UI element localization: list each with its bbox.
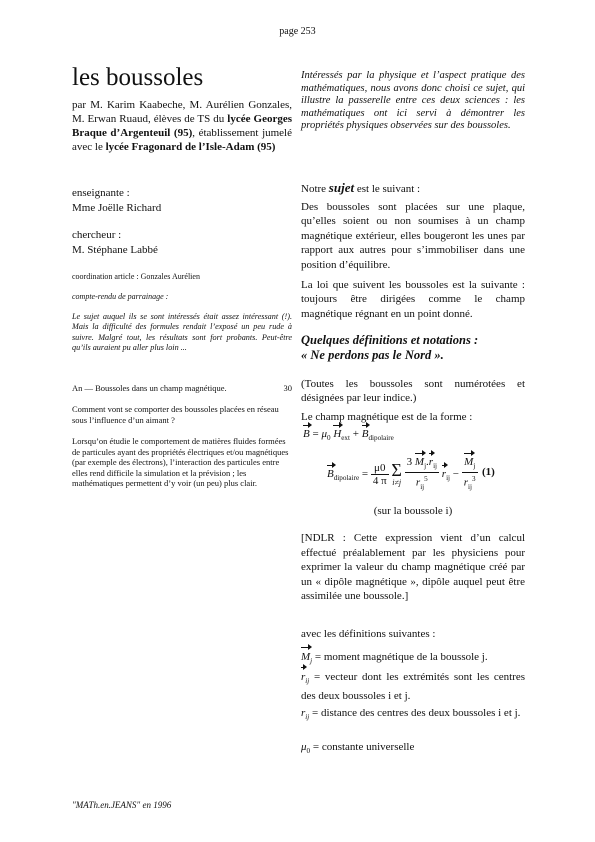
authors <box>72 98 292 154</box>
teacher-label: enseignante : <box>72 187 130 199</box>
intro-text: Intéressés par la physique et l’aspect pratique des mathématiques, nous avons donc choisi ce sujet, qui illustre la passerelle entre ces deux sciences : les mathématiques ont ici servi à démontrer les propriétés physiques observées sur des boussoles. <box>301 70 525 132</box>
study-text: Lorsqu’on étudie le comportement de matières fluides formées de particules ayant des propriétés électriques et/ou magnétiques (par exemple des électrons), l’interaction des particules entre elles rend difficile la simulation et la prévision ; les mathématiques permettent d’y voir (un peu) plus clair. <box>72 436 289 488</box>
definition-2-text: = vecteur dont les extrémités sont les centres des deux boussoles i et j. <box>301 671 525 702</box>
index-entry <box>72 383 292 393</box>
subject-post: est le suivant : <box>354 183 421 195</box>
page-number: page 253 <box>279 26 316 37</box>
coordination: coordination article : Gonzales Aurélien <box>72 272 200 281</box>
heading-line-1: Quelques définitions et notations : <box>301 333 479 347</box>
eq-frac-num: μ0 <box>371 462 389 475</box>
subject-word: sujet <box>328 180 355 195</box>
index-page: 30 <box>283 383 292 393</box>
paragraph-3: (Toutes les boussoles sont numérotées et désignées par leur indice.) <box>301 378 525 405</box>
eq-sub-dip: dipolaire <box>368 434 394 443</box>
report-label: compte-rendu de parrainage : <box>72 292 169 301</box>
defs-intro: avec les définitions suivantes : <box>301 628 436 640</box>
paragraph-1: Des boussoles sont placées sur une plaque, qu’elles soient ou non soumises à un champ magnétique extérieur, elles bougeront les unes par rapport aux autres pour s’immobiliser dans une position d’équilibre. <box>301 201 525 271</box>
report-text: Le sujet auquel ils se sont intéressés était assez intéressant (!). Mais la difficulté des formules rendait l’exposé un peu rude à suivre. Malgré tout, les résultats sont fort probants. Peut-être qu’ils auraient pu aller plus loin ... <box>72 312 292 353</box>
definition-3: $r_{ij}$ = distance des centres des deux boussoles i et j. <box>301 707 521 722</box>
researcher-name: M. Stéphane Labbé <box>72 244 158 256</box>
ndlr-note: [NDLR : Cette expression vient d’un calcul effectué préalablement par les physiciens pour exprimer la valeur du champ magnétique créé par un « dipôle magnétique », dipôle auquel peut être assimilée une boussole.] <box>301 532 525 602</box>
definition-2: $r_{ij}$ = vecteur dont les extrémités sont les centres des deux boussoles i et j. <box>301 671 525 702</box>
subject-pre: Notre <box>301 183 329 195</box>
footer-text: "MATh.en.JEANS" en 1996 <box>72 800 172 810</box>
teacher-name: Mme Joëlle Richard <box>72 202 162 214</box>
equation-dipole: $B_{dipolaire}$ = $\frac{\mu 0}{4 \pi}$ Σ i≠j $\frac{3 M_j.r_{ij}}{r_{ij}^5}$ $r_{ij}$ − $\frac{M_j}{r_{ij}^3}$ <box>327 456 476 492</box>
paragraph-4: Le champ magnétique est de la forme : <box>301 411 473 423</box>
eq-frac-den: 4 π <box>372 475 387 488</box>
heading-line-2: « Ne perdons pas le Nord ». <box>301 348 444 362</box>
equation-caption: (sur la boussole i) <box>373 505 453 517</box>
equation-number: (1) <box>482 466 495 478</box>
section-heading <box>301 333 525 363</box>
definition-4: $\mu_0$ = constante universelle <box>301 741 415 756</box>
school-2: lycée Fragonard de l’Isle-Adam (95) <box>105 141 276 153</box>
researcher-label: chercheur : <box>72 229 122 241</box>
paragraph-2: La loi que suivent les boussoles est la suivante : toujours être dirigées comme le champ magnétique régnant en un point donné. <box>301 279 525 320</box>
question: Comment vont se comporter des boussoles placées en réseau sous l’influence d’un aimant ? <box>72 404 279 425</box>
definition-1: $M_j$ = moment magnétique de la boussole j. <box>301 651 488 666</box>
eq-sum-index: i≠j <box>392 478 402 488</box>
authors-text: par M. Karim Kaabeche, M. Aurélien Gonzales, M. Erwan Ruaud, élèves de TS du <box>72 99 292 125</box>
definition-3-text: = distance des centres des deux boussoles i et j. <box>309 707 521 719</box>
authors-mid: , établissement jumelé avec le <box>72 127 292 153</box>
index-label: An — Boussoles dans un champ magnétique. <box>72 383 227 393</box>
eq-sub-ext: ext <box>341 434 350 443</box>
article-title: les boussoles <box>72 64 204 91</box>
school-1: lycée Georges Braque d’Argenteuil (95) <box>72 113 292 139</box>
subject-line <box>301 180 525 196</box>
definition-4-text: = constante universelle <box>310 741 415 753</box>
definition-1-text: = moment magnétique de la boussole j. <box>312 651 488 663</box>
equation-field: $B = \mu_0$ $H_{ext} + B_{dipolaire}$ <box>303 428 394 443</box>
